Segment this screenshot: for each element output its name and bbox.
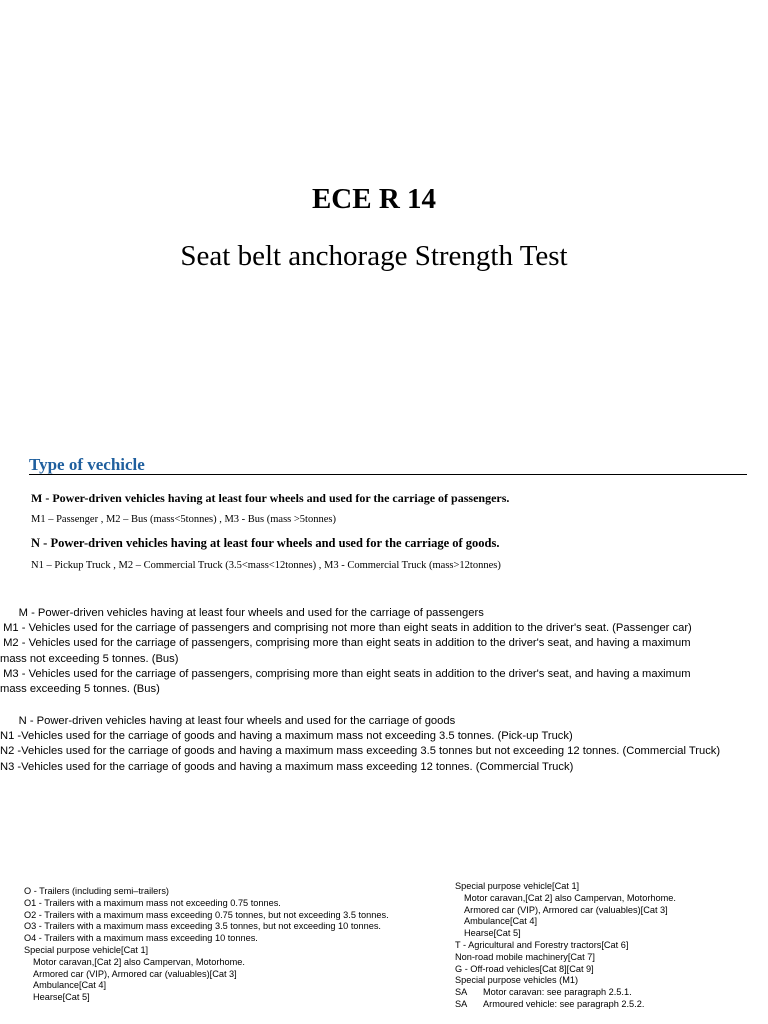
list-item: O4 - Trailers with a maximum mass exceeding 10 tonnes. (24, 933, 258, 944)
definition-m-subcategories: M1 – Passenger , M2 – Bus (mass<5tonnes) , M3 - Bus (mass >5tonnes) (31, 514, 336, 525)
list-item: O1 - Trailers with a maximum mass not exceeding 0.75 tonnes. (24, 897, 281, 908)
page-title: ECE R 14 (311, 183, 437, 215)
list-item: T - Agricultural and Forestry tractors[Cat 6] (455, 939, 629, 950)
detail-line: N3 -Vehicles used for the carriage of goods and having a maximum mass exceeding 12 tonnes. (Commercial Truck) (0, 760, 574, 773)
sa-code: SA (455, 987, 468, 998)
definition-m: M - Power-driven vehicles having at least four wheels and used for the carriage of passengers. (31, 491, 510, 505)
detail-line: N - Power-driven vehicles having at least four wheels and used for the carriage of goods (0, 715, 456, 727)
list-item: O2 - Trailers with a maximum mass exceeding 0.75 tonnes, but not exceeding 3.5 tonnes. (24, 909, 389, 920)
list-item: Armored car (VIP), Armored car (valuables)[Cat 3] (464, 904, 668, 915)
definition-n-subcategories: N1 – Pickup Truck , M2 – Commercial Truck (3.5<mass<12tonnes) , M3 - Commercial Truck (mass>12tonnes) (31, 560, 501, 571)
detail-line: M1 - Vehicles used for the carriage of passengers and comprising not more than eight seats in addition to the driver's seat. (Passenger car) (0, 622, 692, 635)
list-item: Armored car (VIP), Armored car (valuables)[Cat 3] (33, 968, 237, 979)
sa-text: Motor caravan: see paragraph 2.5.1. (483, 987, 632, 998)
list-item: Hearse[Cat 5] (33, 992, 90, 1003)
list-item: O3 - Trailers with a maximum mass exceeding 3.5 tonnes, but not exceeding 10 tonnes. (24, 921, 381, 932)
list-item: Special purpose vehicle[Cat 1] (455, 881, 580, 891)
trailer-category-list (24, 886, 389, 1004)
list-item: Ambulance[Cat 4] (464, 916, 538, 927)
list-item: Motor caravan,[Cat 2] also Campervan, Motorhome. (33, 956, 245, 967)
list-item: Motor caravan,[Cat 2] also Campervan, Motorhome. (464, 892, 676, 903)
detail-line: M - Power-driven vehicles having at least four wheels and used for the carriage of passengers (0, 607, 484, 619)
list-item: Special purpose vehicle[Cat 1] (24, 944, 149, 955)
detail-line: N1 -Vehicles used for the carriage of goods and having a maximum mass not exceeding 3.5 tonnes. (Pick-up Truck) (0, 730, 573, 743)
m-category-details (0, 606, 766, 697)
list-item: Non-road mobile machinery[Cat 7] (455, 951, 595, 962)
section-heading: Type of vechicle (29, 455, 145, 474)
detail-line: mass not exceeding 5 tonnes. (Bus) (0, 652, 179, 665)
detail-line: N2 -Vehicles used for the carriage of goods and having a maximum mass exceeding 3.5 tonnes but not exceeding 12 tonnes. (Commercial Truck) (0, 745, 721, 758)
sa-text: Armoured vehicle: see paragraph 2.5.2. (483, 998, 645, 1009)
list-item: G - Off-road vehicles[Cat 8][Cat 9] (455, 963, 594, 974)
list-item: Special purpose vehicles (M1) (455, 975, 579, 986)
detail-line: M2 - Vehicles used for the carriage of passengers, comprising more than eight seats in addition to the driver's seat, and having a maximum (0, 637, 691, 650)
sa-row (455, 987, 676, 999)
list-item: Ambulance[Cat 4] (33, 980, 107, 991)
section-divider (29, 474, 747, 475)
detail-line: M3 - Vehicles used for the carriage of passengers, comprising more than eight seats in addition to the driver's seat, and having a maximum (0, 667, 691, 680)
sa-row (455, 999, 676, 1011)
list-item: Hearse[Cat 5] (464, 928, 521, 939)
page-subtitle: Seat belt anchorage Strength Test (180, 240, 568, 272)
sa-code: SA (455, 998, 468, 1009)
detail-line: mass exceeding 5 tonnes. (Bus) (0, 683, 160, 696)
n-category-details (0, 714, 766, 775)
special-purpose-list (455, 881, 676, 1011)
list-item: O - Trailers (including semi–trailers) (24, 886, 169, 896)
definition-n: N - Power-driven vehicles having at least four wheels and used for the carriage of goods. (31, 536, 500, 550)
